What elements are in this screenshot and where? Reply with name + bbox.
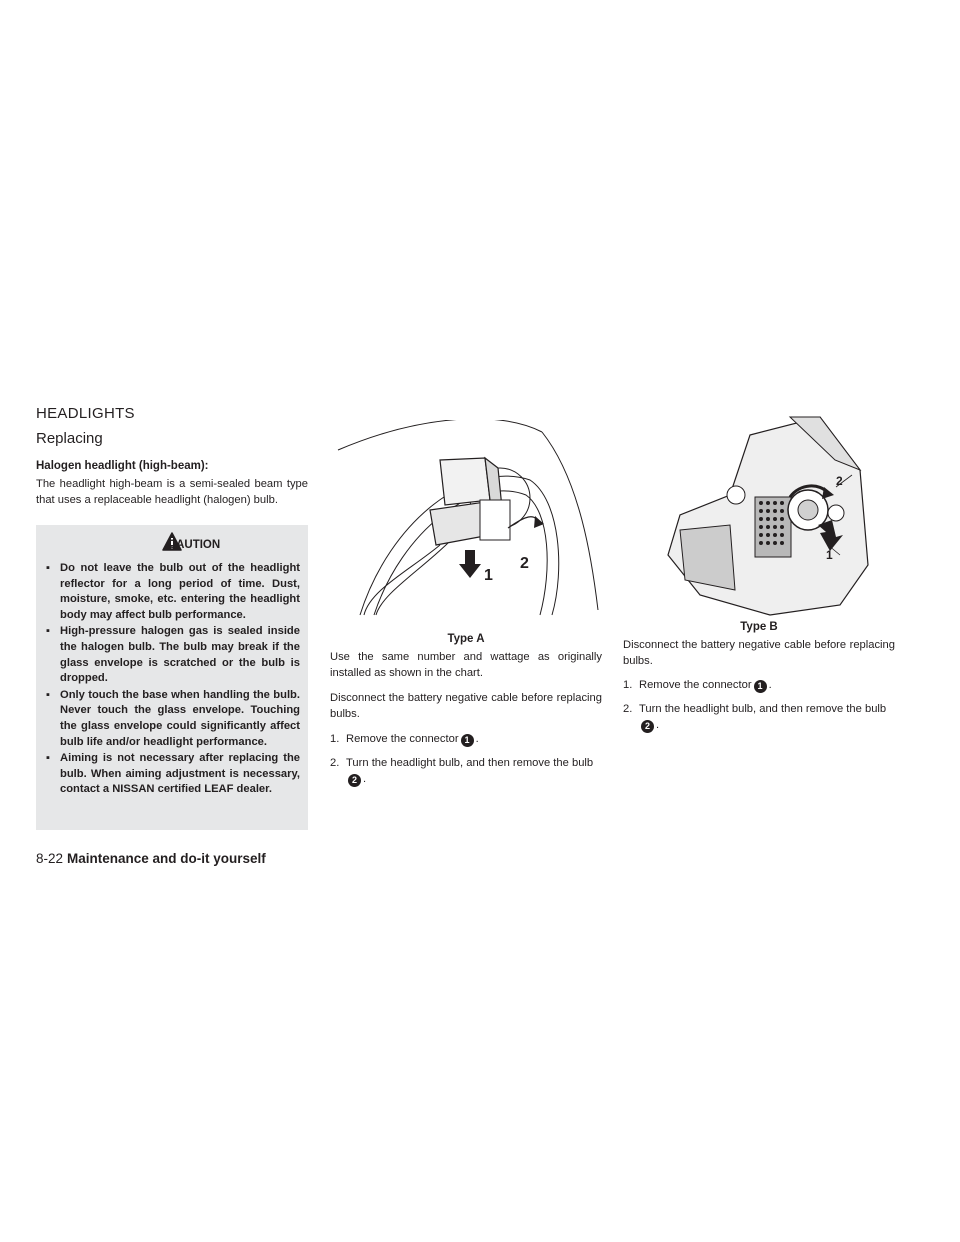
caution-item: ▪ Do not leave the bulb out of the headlight reflector for a long period of time. Dust, moisture, smoke, etc. entering the headlight body may affect bulb performance. [46, 562, 300, 621]
type-b-para-1: Disconnect the battery negative cable before replacing bulbs. [623, 639, 895, 667]
type-a-figure [330, 420, 602, 620]
page-number: 8-22 [36, 851, 64, 866]
type-a-para-2: Disconnect the battery negative cable before replacing bulbs. [330, 692, 602, 720]
page-footer [36, 851, 266, 866]
type-b-caption: Type B [740, 621, 778, 633]
type-b-step-1: 1. Remove the connector 1 . [623, 679, 772, 691]
type-a-caption: Type A [447, 633, 485, 645]
type-b-step-2: 2. Turn the headlight bulb, and then remove the bulb2 . [623, 703, 887, 731]
section-title: HEADLIGHTS [36, 405, 135, 422]
type-b-label-1: 1 [826, 548, 833, 562]
halogen-intro: The headlight high-beam is a semi-sealed beam type that uses a replaceable headlight (halogen) bulb. [36, 478, 308, 506]
type-b-steps [623, 677, 895, 741]
type-a-label-1: 1 [484, 567, 493, 584]
chapter-title: Maintenance and do-it yourself [67, 851, 266, 866]
caution-item: ▪ Aiming is not necessary after replacing the bulb. When aiming adjustment is necessary, contact a NISSAN certified LEAF dealer. [46, 752, 300, 796]
caution-box [36, 525, 308, 830]
type-a-step-1: 1. Remove the connector 1 . [330, 733, 479, 745]
caution-list [44, 561, 300, 799]
type-a-headlight-illustration [330, 420, 602, 620]
caution-title: CAUTION [167, 539, 221, 551]
type-b-figure [640, 405, 895, 620]
type-b-label-2: 2 [836, 474, 843, 488]
caution-item: ▪ High-pressure halogen gas is sealed inside the halogen bulb. The bulb may break if the glass envelope is scratched or the bulb is dropped. [46, 625, 300, 685]
halogen-heading: Halogen headlight (high-beam): [36, 460, 209, 472]
type-b-headlight-illustration [640, 405, 895, 620]
type-a-step-2: 2. Turn the headlight bulb, and then remove the bulb2 . [330, 757, 594, 785]
type-a-para-1: Use the same number and wattage as originally installed as shown in the chart. [330, 651, 602, 679]
subsection-title: Replacing [36, 430, 103, 447]
type-a-label-2: 2 [520, 555, 529, 572]
type-a-steps [330, 731, 602, 795]
caution-item: ▪ Only touch the base when handling the bulb. Never touch the glass envelope. Touching the glass envelope could significantly affect bulb life and/or headlight performance. [46, 688, 300, 748]
